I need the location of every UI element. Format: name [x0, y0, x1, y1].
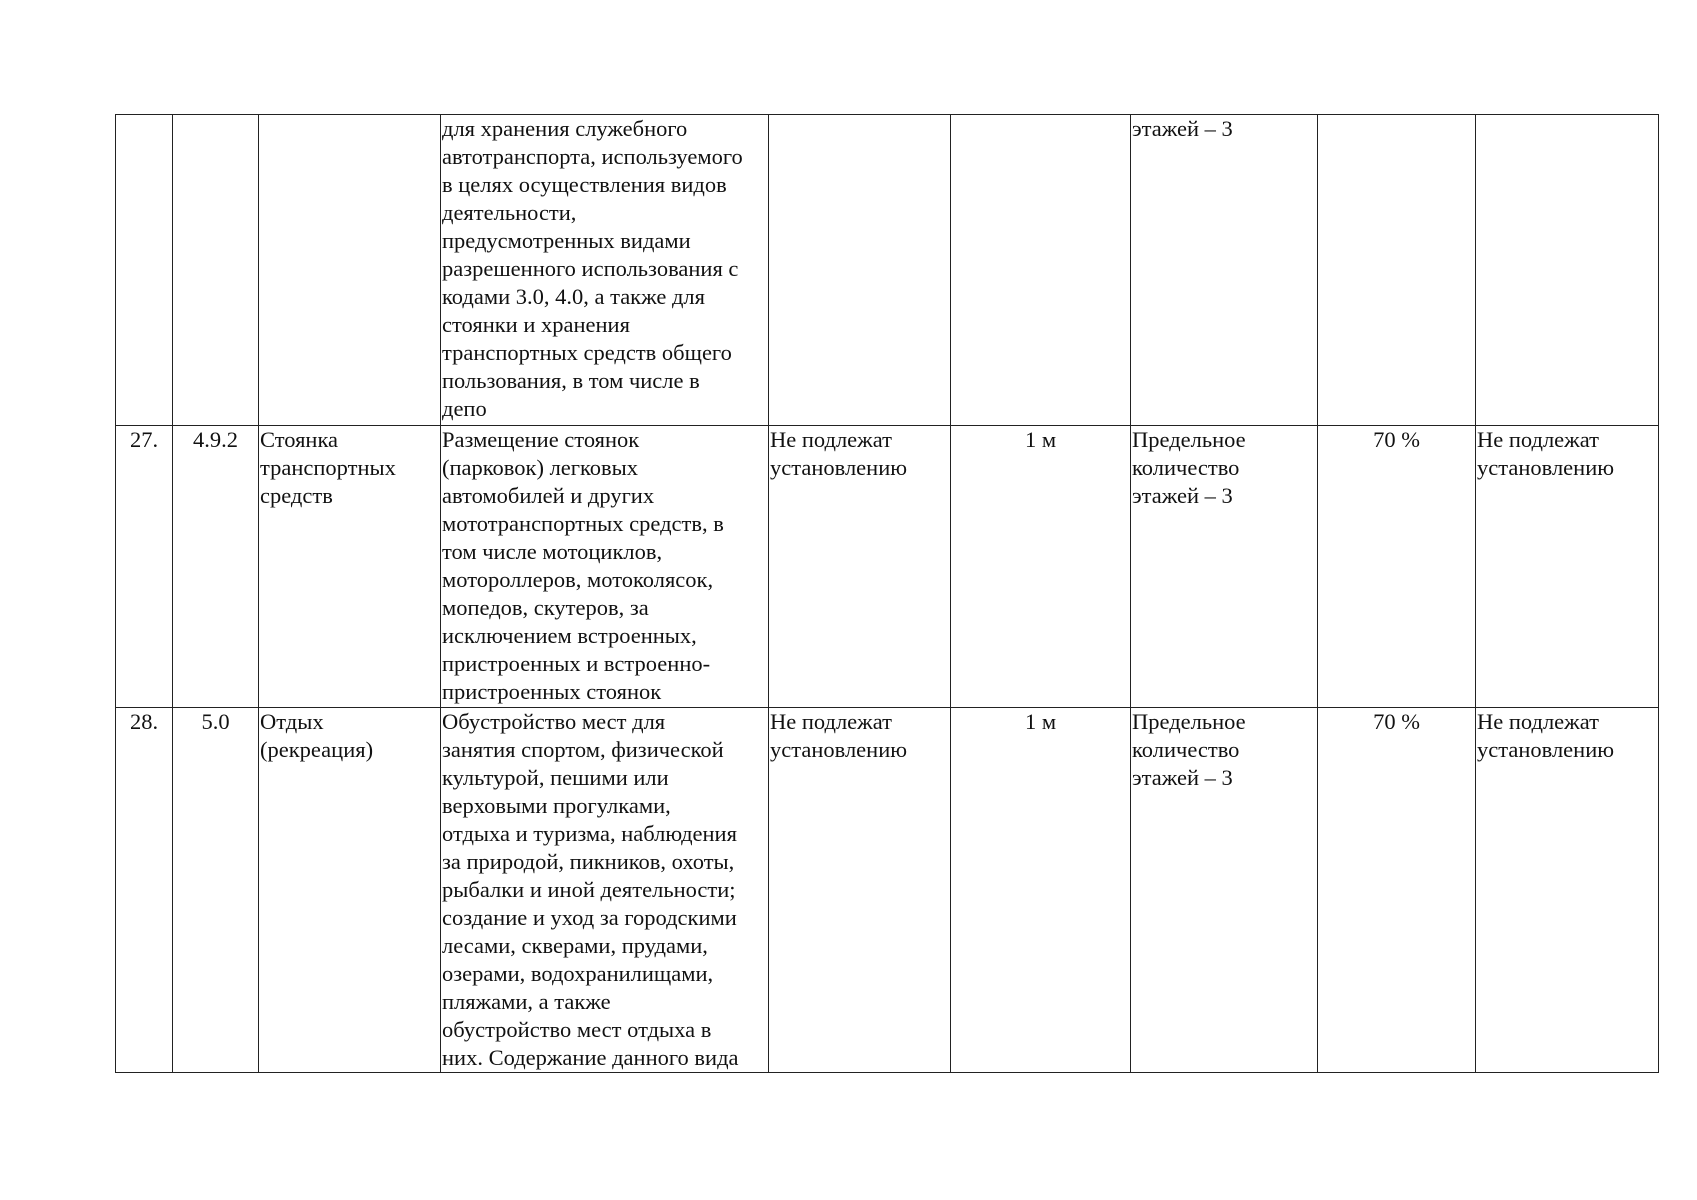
- other-params-cell: Не подлежат установлению: [1476, 708, 1659, 1073]
- use-code-cell: [173, 115, 259, 426]
- table-row: [116, 708, 1659, 1073]
- max-coverage-cell: 70 %: [1318, 426, 1476, 708]
- max-floors-cell: Предельное количество этажей – 3: [1131, 426, 1318, 708]
- row-number-cell: 27.: [116, 426, 173, 708]
- min-plot-size-cell: Не подлежат установлению: [769, 426, 951, 708]
- row-number-cell: 28.: [116, 708, 173, 1073]
- use-name-cell: [259, 115, 441, 426]
- use-code-cell: 5.0: [173, 708, 259, 1073]
- max-floors-cell: этажей – 3: [1131, 115, 1318, 426]
- use-description-cell: Обустройство мест для занятия спортом, физической культурой, пешими или верховыми прогулками, отдыха и туризма, наблюдения за природой, пикников, охоты, рыбалки и иной деятельности; создание и уход за городскими лесами, скверами, прудами, озерами, водохранилищами, пляжами, а также обустройство мест отдыха в них. Содержание данного вида: [441, 708, 769, 1073]
- max-coverage-cell: [1318, 115, 1476, 426]
- use-name-cell: Отдых (рекреация): [259, 708, 441, 1073]
- min-plot-size-cell: Не подлежат установлению: [769, 708, 951, 1073]
- other-params-cell: [1476, 115, 1659, 426]
- table-row: [116, 115, 1659, 426]
- max-floors-cell: Предельное количество этажей – 3: [1131, 708, 1318, 1073]
- min-setback-cell: 1 м: [951, 426, 1131, 708]
- min-plot-size-cell: [769, 115, 951, 426]
- table-row: [116, 426, 1659, 708]
- zoning-table: [115, 114, 1659, 1073]
- max-coverage-cell: 70 %: [1318, 708, 1476, 1073]
- use-name-cell: Стоянка транспортных средств: [259, 426, 441, 708]
- use-description-cell: Размещение стоянок (парковок) легковых автомобилей и других мототранспортных средств, в том числе мотоциклов, мотороллеров, мотоколясок, мопедов, скутеров, за исключением встроенных, пристроенных и встроенно- пристроенных стоянок: [441, 426, 769, 708]
- use-code-cell: 4.9.2: [173, 426, 259, 708]
- row-number-cell: [116, 115, 173, 426]
- min-setback-cell: 1 м: [951, 708, 1131, 1073]
- use-description-cell: для хранения служебного автотранспорта, используемого в целях осуществления видов деятельности, предусмотренных видами разрешенного использования с кодами 3.0, 4.0, а также для стоянки и хранения транспортных средств общего пользования, в том числе в депо: [441, 115, 769, 426]
- min-setback-cell: [951, 115, 1131, 426]
- other-params-cell: Не подлежат установлению: [1476, 426, 1659, 708]
